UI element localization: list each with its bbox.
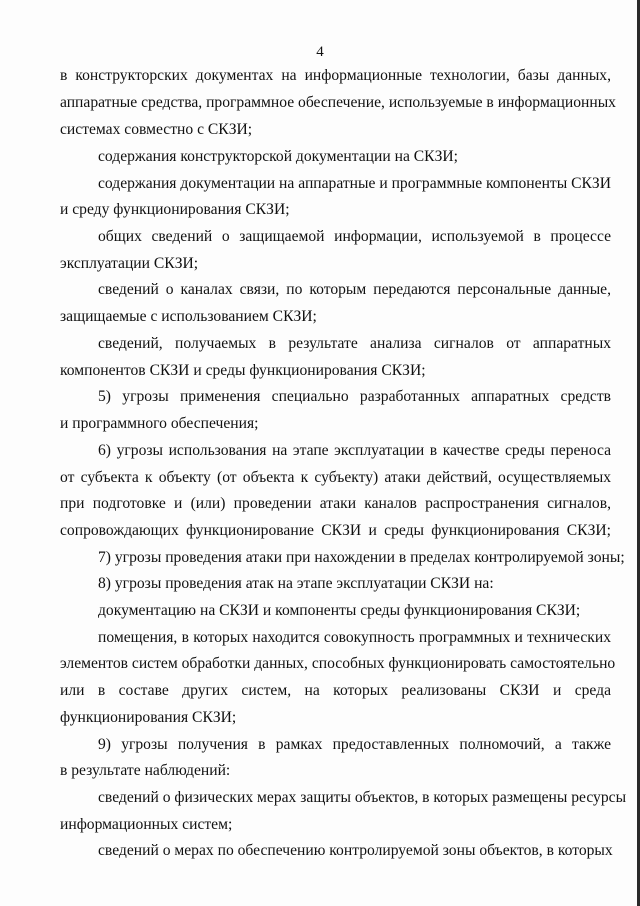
text-line: сопровождающих функционирование СКЗИ и среды функционирования СКЗИ; [60, 522, 611, 539]
text-line: содержания документации на аппаратные и программные компоненты СКЗИ [98, 175, 611, 192]
page-number: 4 [316, 44, 324, 60]
text-line: от субъекта к объекту (от объекта к субъекту) атаки действий, осуществляемых [60, 469, 611, 486]
text-line: помещения, в которых находится совокупность программных и технических [98, 629, 611, 646]
text-line: 6) угрозы использования на этапе эксплуатации в качестве среды переноса [98, 442, 611, 459]
text-line: 9) угрозы получения в рамках предоставленных полномочий, а также [98, 736, 611, 753]
text-line: документацию на СКЗИ и компоненты среды функционирования СКЗИ; [98, 602, 581, 619]
text-line: информационных систем; [60, 816, 233, 833]
text-line: 7) угрозы проведения атаки при нахождении в пределах контролируемой зоны; [98, 549, 625, 566]
text-line: общих сведений о защищаемой информации, используемой в процессе [98, 228, 611, 245]
text-line: при подготовке и (или) проведении атаки каналов распространения сигналов, [60, 495, 611, 512]
text-line: защищаемые с использованием СКЗИ; [60, 308, 317, 325]
text-line: и среду функционирования СКЗИ; [60, 201, 290, 218]
text-line: в результате наблюдений: [60, 762, 231, 779]
text-line: и программного обеспечения; [60, 415, 259, 432]
text-line: сведений, получаемых в результате анализа сигналов от аппаратных [98, 335, 611, 352]
text-line: сведений о физических мерах защиты объектов, в которых размещены ресурсы [98, 789, 627, 806]
text-line: эксплуатации СКЗИ; [60, 255, 199, 272]
text-line: сведений о мерах по обеспечению контролируемой зоны объектов, в которых [98, 842, 613, 859]
text-line: элементов систем обработки данных, способных функционировать самостоятельно [60, 655, 616, 672]
text-line: системах совместно с СКЗИ; [60, 121, 253, 138]
text-line: аппаратные средства, программное обеспечение, используемые в информационных [60, 94, 616, 111]
text-line: 8) угрозы проведения атак на этапе эксплуатации СКЗИ на: [98, 575, 494, 592]
text-line: 5) угрозы применения специально разработанных аппаратных средств [98, 388, 611, 405]
text-line: содержания конструкторской документации на СКЗИ; [98, 148, 458, 165]
text-line: компонентов СКЗИ и среды функционирования СКЗИ; [60, 362, 426, 379]
text-line: сведений о каналах связи, по которым передаются персональные данные, [98, 281, 611, 298]
text-line: функционирования СКЗИ; [60, 709, 237, 726]
text-line: в конструкторских документах на информационные технологии, базы данных, [60, 67, 611, 84]
text-line: или в составе других систем, на которых реализованы СКЗИ и среда [60, 682, 611, 699]
